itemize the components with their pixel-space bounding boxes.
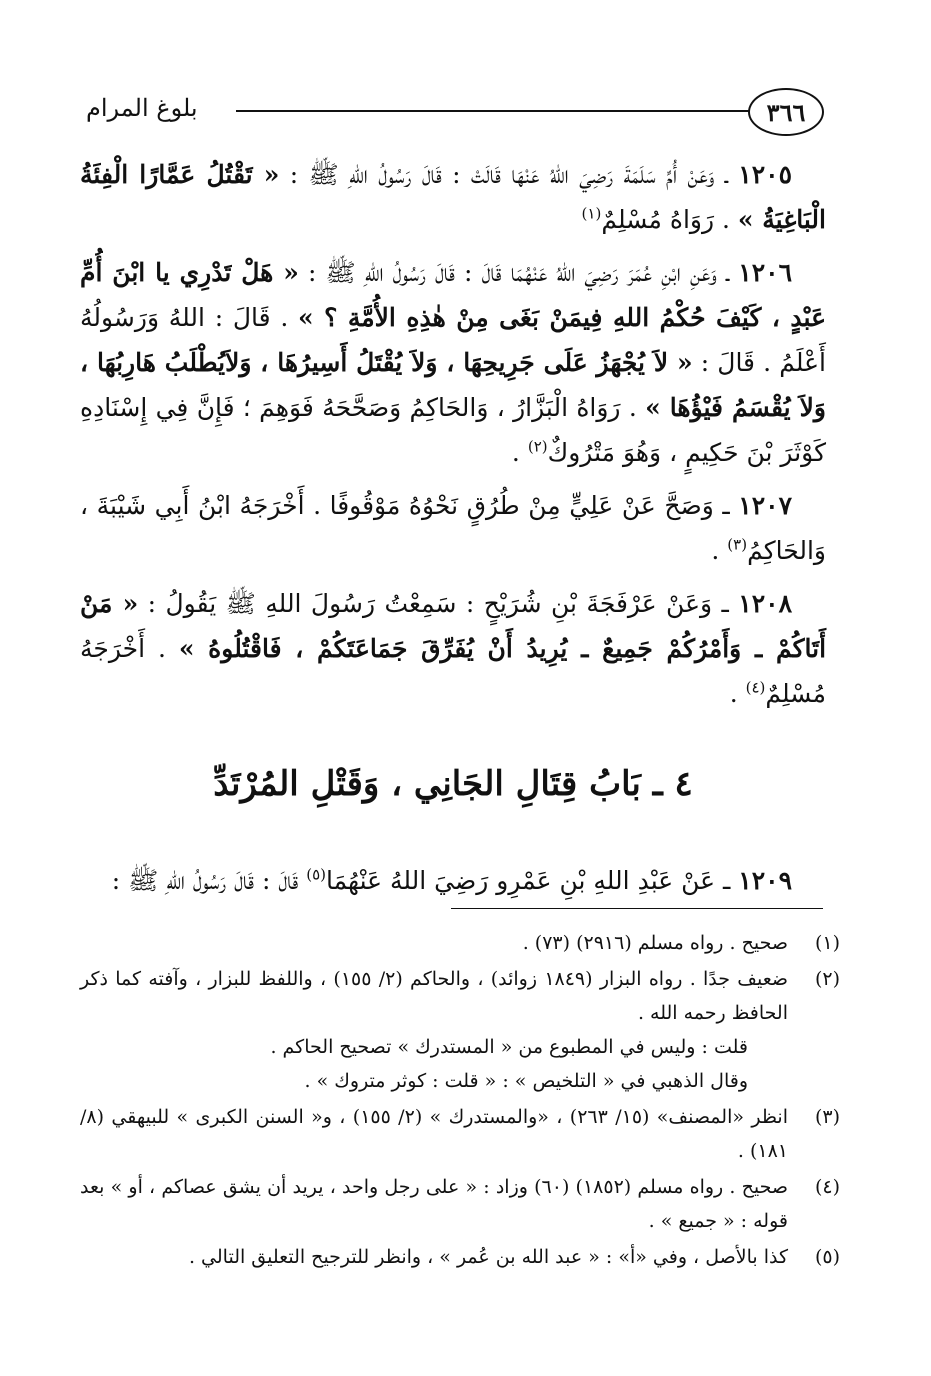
hadith-source: . رَوَاهُ الْبَزَّارُ ، وَالحَاكِمُ وَصَحَّحَهُ فَوَهِمَ ؛ فَإِنَّ فِي إِسْنَادِهِ كَوْثَرَ بْنَ حَكِيمٍ ، وَهُوَ مَتْرُوكٌ xyxy=(80,393,826,467)
hadith-1209 xyxy=(80,858,826,903)
hadith-narration: قَالَ : قَالَ رَسُولُ اللهِ ﷺ : xyxy=(111,866,299,895)
footnote-ref[interactable]: (١) xyxy=(581,204,602,223)
footnote-label: (٥) xyxy=(814,1246,840,1268)
hadith-end: . xyxy=(711,536,720,565)
footnotes xyxy=(80,926,840,1276)
hadith-intro: ـ وَصَحَّ عَنْ عَلِيٍّ مِنْ طُرُقٍ نَحْوُهُ مَوْقُوفًا . أَخْرَجَهُ ابْنُ أَبِي شَيْبَةَ ، وَالحَاكِمُ xyxy=(80,491,826,565)
hadith-1207 xyxy=(80,483,826,573)
footnote-text: كذا بالأصل ، وفي «أ» : « عبد الله بن عُمر » ، وانظر للترجيح التعليق التالي . xyxy=(188,1246,788,1268)
footnote-1 xyxy=(80,926,840,960)
footnote-text: ضعيف جدًا . رواه البزار (١٨٤٩ زوائد) ، والحاكم (٢/ ١٥٥) ، واللفظ للبزار ، وآفته كما ذكر الحافظ رحمه الله . xyxy=(80,968,789,1024)
hadith-intro: ـ وَعَنْ عَرْفَجَةَ بْنِ شُرَيْحٍ : سَمِعْتُ رَسُولَ اللهِ ﷺ يَقُولُ : xyxy=(147,589,729,618)
page-header xyxy=(86,88,824,140)
footnote-3 xyxy=(80,1100,840,1168)
hadith-narration: . قَالَ : اللهُ وَرَسُولُهُ أَعْلَمُ . قَالَ : xyxy=(80,303,826,377)
footnote-label: (٤) xyxy=(814,1176,840,1198)
hadith-source: . رَوَاهُ مُسْلِمٌ xyxy=(601,205,730,234)
hadith-end: . xyxy=(511,438,520,467)
footnote-ref[interactable]: (٤) xyxy=(745,678,766,697)
hadith-number: ١٢٠٦ xyxy=(738,258,792,287)
footnote-ref[interactable]: (٣) xyxy=(727,535,748,554)
hadith-number: ١٢٠٧ xyxy=(738,491,792,520)
hadith-intro: ـ وَعَنِ ابْنِ عُمَرَ رَضِيَ اللهُ عَنْهُمَا قَالَ : قَالَ رَسُولُ اللهِ ﷺ : xyxy=(307,258,730,287)
footnote-text: انظر «المصنف» (١٥/ ٢٦٣) ، «والمستدرك » (٢/ ١٥٥) ، و« السنن الكبرى » للبيهقي (٨/ ١٨١) . xyxy=(80,1106,788,1162)
hadith-text: « هَلْ تَدْرِي يا ابْنَ أُمِّ عَبْدٍ ، كَيْفَ حُكْمُ اللهِ فِيمَنْ بَغَى مِنْ هٰذِهِ الأُمَّةِ ؟ » xyxy=(80,258,826,332)
hadith-intro: ـ عَنْ عَبْدِ اللهِ بْنِ عَمْرِو رَضِيَ اللهُ عَنْهُمَا xyxy=(325,866,731,895)
hadith-1208 xyxy=(80,581,826,716)
footnote-5 xyxy=(80,1240,840,1274)
footnote-text: صحيح . رواه مسلم (١٨٥٢) (٦٠) وزاد : « على رجل واحد ، يريد أن يشق عصاكم ، أو » بعد قوله : « جميع » . xyxy=(80,1176,788,1232)
footnote-note-2: وقال الذهبي في « التلخيص » : « قلت : كوثر متروك » . xyxy=(304,1070,748,1092)
hadith-text-2: « لاَ يُجْهَزُ عَلَى جَرِيحِهَا ، وَلاَ يُقْتَلُ أَسِيرُهَا ، وَلاَيُطْلَبُ هَارِبُهَا ، وَلاَ يُقْسَمُ فَيْؤُهَا » xyxy=(80,348,826,422)
footnote-label: (٢) xyxy=(814,968,840,990)
hadith-text: « تَقْتُلُ عَمَّارًا الْفِئَةُ الْبَاغِيَةُ » xyxy=(80,160,826,234)
footnote-note-1: قلت : وليس في المطبوع من « المستدرك » تصحيح الحاكم . xyxy=(270,1036,748,1058)
page-number: ٣٦٦ xyxy=(748,88,824,136)
footnote-ref[interactable]: (٥) xyxy=(306,865,326,884)
footnote-body xyxy=(80,962,788,1098)
footnote-4 xyxy=(80,1170,840,1238)
footnote-2 xyxy=(80,962,840,1098)
hadith-number: ١٢٠٩ xyxy=(738,866,792,895)
hadith-1205 xyxy=(80,152,826,242)
footnote-label: (٣) xyxy=(814,1106,840,1128)
hadith-number: ١٢٠٥ xyxy=(738,160,793,189)
main-text xyxy=(80,152,826,911)
hadith-1206 xyxy=(80,250,826,475)
chapter-title: ٤ ـ بَابُ قِتَالِ الجَانِي ، وَقَتْلِ المُرْتَدِّ xyxy=(213,764,693,804)
hadith-source: . أَخْرَجَهُ مُسْلِمٌ xyxy=(80,634,826,708)
hadith-intro: ـ وَعَنْ أُمِّ سَلَمَةَ رَضِيَ اللهُ عَنْهَا قَالَتْ : قَالَ رَسُولُ اللهِ ﷺ : xyxy=(289,160,728,189)
hadith-number: ١٢٠٨ xyxy=(738,589,792,618)
footnote-label: (١) xyxy=(814,932,840,954)
hadith-end: . xyxy=(729,679,738,708)
footnote-separator xyxy=(451,908,823,909)
book-title: بلوغ المرام xyxy=(86,94,198,122)
header-rule xyxy=(236,110,750,112)
footnote-text: صحيح . رواه مسلم (٢٩١٦) (٧٣) . xyxy=(522,932,788,954)
footnote-ref[interactable]: (٢) xyxy=(527,437,548,456)
hadith-text: « مَنْ أَتَاكُمْ ـ وَأَمْرُكُمْ جَمِيعٌ ـ يُرِيدُ أَنْ يُفَرِّقَ جَمَاعَتَكُمْ ، فَاقْتُلُوهُ » xyxy=(80,589,827,663)
